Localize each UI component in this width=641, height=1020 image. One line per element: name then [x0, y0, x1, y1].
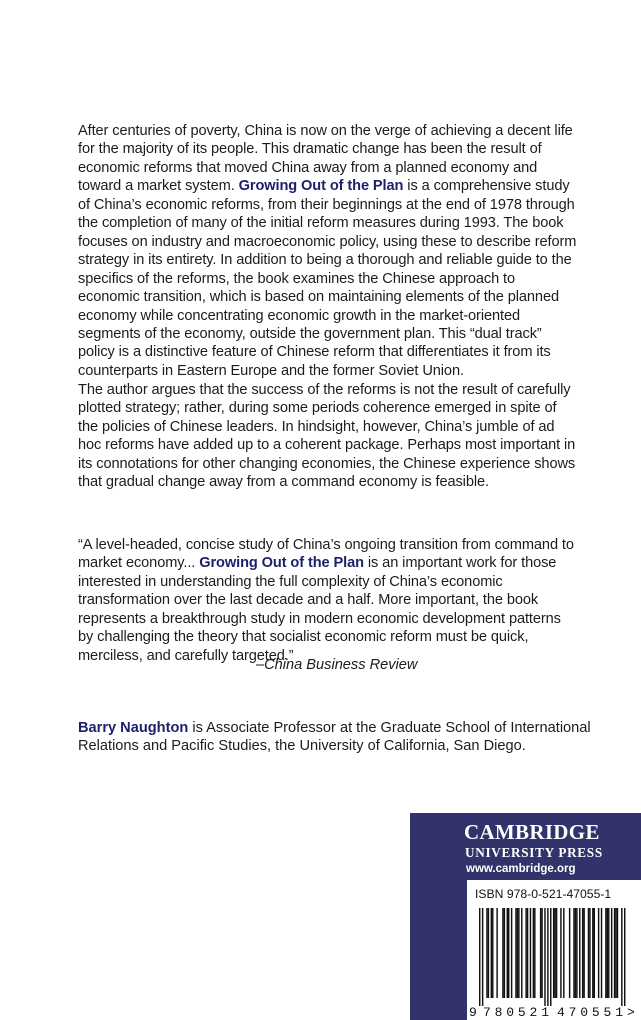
barcode-bar — [502, 908, 503, 998]
barcode-bar — [540, 908, 541, 998]
barcode-bar — [517, 908, 518, 998]
barcode-bar — [518, 908, 519, 998]
barcode-bar — [579, 908, 580, 998]
barcode-bar — [515, 908, 516, 998]
quote-text: “A level-headed, concise study of China’s ongoing transition from command to market economy... — [78, 537, 574, 572]
barcode-bar — [482, 908, 483, 1006]
quote-text: is an important work for those interested in understanding the full complexity of China’s economic transformation over the last decade and a half. More important, the book represents a breakthrough study in modern economic development patterns by challenging the theory that socialist economic reform must be quick, merciless, and carefully targeted.” — [78, 555, 561, 664]
barcode-bar — [534, 908, 535, 998]
barcode-bar — [488, 908, 489, 998]
book-title-emphasis: Growing Out of the Plan — [199, 555, 364, 572]
barcode-bar — [582, 908, 583, 998]
barcode-bar — [592, 908, 593, 998]
blurb-paragraph-2 — [78, 381, 578, 492]
publisher-url: www.cambridge.org — [466, 863, 576, 875]
barcode-bar — [611, 908, 612, 998]
barcode-bar — [504, 908, 505, 998]
barcode-first-digit: 9 — [469, 1005, 477, 1020]
barcode-icon — [467, 880, 641, 1020]
barcode-bar — [541, 908, 542, 998]
barcode-bar — [575, 908, 576, 998]
author-name: Barry Naughton — [78, 720, 189, 736]
barcode-bar — [544, 908, 545, 1006]
barcode-bar — [607, 908, 608, 998]
barcode-right-digits: 470551 — [557, 1005, 623, 1020]
barcode-bar — [589, 908, 590, 998]
barcode-bar — [507, 908, 508, 998]
barcode-bar — [621, 908, 622, 1006]
author-bio-text: is Associate Professor at the Graduate School of International Relations and Pacific Studies, the University of California, San Diego. — [78, 720, 591, 755]
barcode-bar — [508, 908, 509, 998]
barcode-bar — [563, 908, 564, 998]
barcode-bar — [573, 908, 574, 998]
blurb-text: is a comprehensive study of China’s economic reforms, from their beginnings at the end of 1978 through the completion of many of the initial reform measures during 1993. The book focuses on industry and macroeconomic policy, using these to describe reform strategy in its entirety. In addition to being a thorough and reliable guide to the specifics of the reforms, the book examines the Chinese approach to economic transition, which is based on maintaining elements of the planned economy while concentrating economic growth in the market-oriented segments of the economy, outside the government plan. This “dual track” policy is a distinctive feature of Chinese reform that differentiates it from its counterparts in Eastern Europe and the former Soviet Union. — [78, 178, 577, 379]
review-quote — [78, 536, 578, 665]
barcode-bar — [496, 908, 497, 998]
barcode-bar — [617, 908, 618, 998]
barcode-bar — [576, 908, 577, 998]
blurb-text: The author argues that the success of the reforms is not the result of carefully plotted strategy; rather, during some periods coherence emerged in spite of the policies of Chinese leaders. In hindsight, however, China’s jumble of ad hoc reforms have added up to a coherent package. Perhaps most important in its connotations for other changing economies, the Chinese experience shows that gradual change away from a command economy is feasible. — [78, 382, 576, 491]
publisher-name: CAMBRIDGE — [464, 820, 600, 844]
barcode-bar — [614, 908, 615, 998]
barcode-bar — [511, 908, 512, 998]
barcode-bar — [521, 908, 522, 998]
barcode-bar — [492, 908, 493, 998]
publisher-subtitle: UNIVERSITY PRESS — [465, 845, 603, 860]
barcode-bar — [491, 908, 492, 998]
review-attribution: –China Business Review — [256, 657, 418, 673]
blurb-paragraph-1 — [78, 122, 578, 380]
barcode-bar — [553, 908, 554, 998]
barcode-bar — [550, 908, 551, 1006]
barcode-bar — [533, 908, 534, 998]
barcode-bar — [624, 908, 625, 1006]
barcode-bars — [479, 908, 625, 1006]
barcode-bar — [530, 908, 531, 998]
barcode-bar — [554, 908, 555, 998]
barcode-bar — [527, 908, 528, 998]
barcode-panel — [467, 880, 641, 1020]
barcode-bar — [479, 908, 480, 1006]
barcode-bar — [560, 908, 561, 998]
barcode-bar — [569, 908, 570, 998]
barcode-bar — [605, 908, 606, 998]
author-bio — [78, 719, 598, 756]
barcode-end-mark: > — [627, 1005, 635, 1020]
barcode-bar — [588, 908, 589, 998]
barcode-bar — [601, 908, 602, 998]
barcode-bar — [608, 908, 609, 998]
barcode-bar — [594, 908, 595, 998]
barcode-bar — [598, 908, 599, 998]
isbn-label: ISBN 978-0-521-47055-1 — [475, 887, 612, 901]
barcode-bar — [583, 908, 584, 998]
blurb-text: After centuries of poverty, China is now on the verge of achieving a decent life for the majority of its people. This dramatic change has been the result of economic reforms that moved China away from a planned economy and toward a market system. — [78, 123, 573, 195]
barcode-left-digits: 780521 — [483, 1005, 549, 1020]
barcode-bar — [556, 908, 557, 998]
barcode-bar — [486, 908, 487, 998]
barcode-bar — [615, 908, 616, 998]
book-title-emphasis: Growing Out of the Plan — [238, 178, 404, 195]
barcode-bar — [525, 908, 526, 998]
barcode-bar — [547, 908, 548, 1006]
